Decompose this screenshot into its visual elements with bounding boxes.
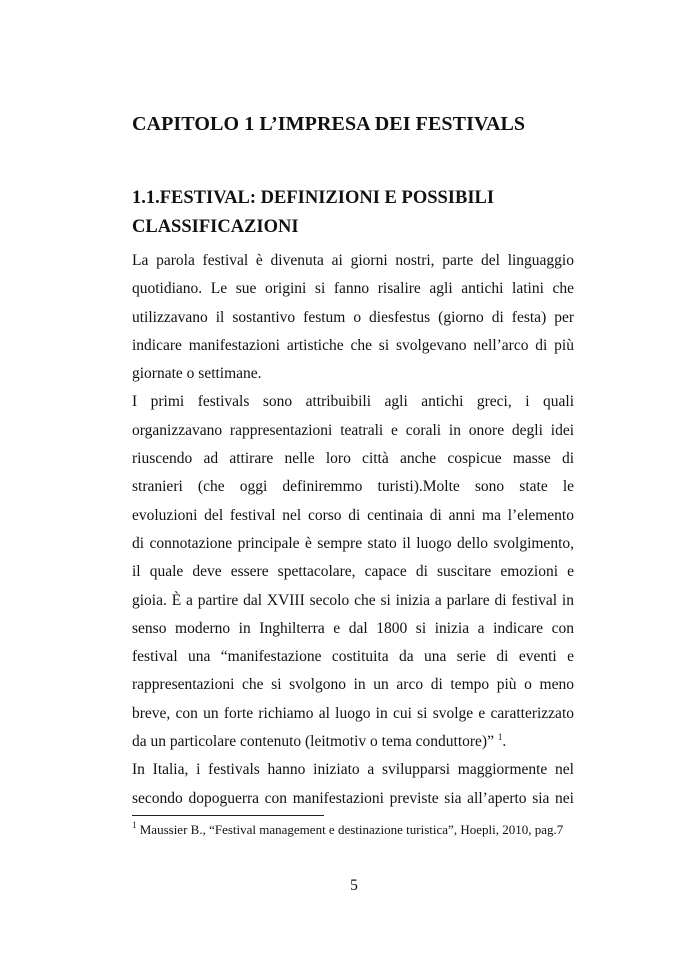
text-line: La parola festival è divenuta ai giorni nostri, parte del linguaggio — [132, 252, 574, 269]
text-line: quotidiano. Le sue origini si fanno risalire agli antichi latini che — [132, 280, 574, 298]
text-line: giornate o settimane. — [132, 365, 262, 383]
text-line: senso moderno in Inghilterra e dal 1800 si inizia a indicare con — [132, 619, 574, 637]
text-line-with-footnote-ref — [132, 728, 574, 756]
text-line: breve, con un forte richiamo al luogo in cui si svolge e caratterizzato — [132, 704, 574, 722]
text-line: da un particolare contenuto (leitmotiv o tema conduttore)” — [132, 733, 494, 751]
section-title-line: CLASSIFICAZIONI — [132, 217, 299, 237]
text-line: stranieri (che oggi definiremmo turisti).Molte sono state le — [132, 478, 574, 496]
section-title — [132, 184, 592, 242]
text-line: il quale deve essere spettacolare, capace di suscitare emozioni e — [132, 563, 574, 581]
chapter-title: CAPITOLO 1 L’IMPRESA DEI FESTIVALS — [132, 113, 526, 135]
text-line: organizzavano rappresentazioni teatrali e corali in onore degli idei — [132, 421, 574, 439]
text-line: evoluzioni del festival nel corso di centinaia di anni ma l’elemento — [132, 506, 574, 524]
text-line: utilizzavano il sostantivo festum o diesfestus (giorno di festa) per — [132, 308, 574, 326]
text-line: I primi festivals sono attribuibili agli antichi greci, i quali — [132, 393, 574, 411]
footnote-reference[interactable]: 1 — [497, 732, 503, 743]
text-line: gioia. È a partire dal XVIII secolo che si inizia a parlare di festival in — [132, 591, 574, 609]
text-line: indicare manifestazioni artistiche che si svolgevano nell’arco di più — [132, 336, 574, 354]
text-line: rappresentazioni che si svolgono in un arco di tempo più o meno — [132, 676, 574, 694]
text-line: secondo dopoguerra con manifestazioni previste sia all’aperto sia nei — [132, 789, 574, 807]
footnote — [132, 822, 592, 838]
page-number: 5 — [350, 877, 358, 894]
text-line: In Italia, i festivals hanno iniziato a svilupparsi maggiormente nel — [132, 761, 574, 779]
footnote-divider — [132, 815, 324, 816]
footnote-ref-suffix: . — [502, 733, 507, 751]
section-title-line: 1.1.FESTIVAL: DEFINIZIONI E POSSIBILI — [132, 188, 495, 208]
text-line: festival una “manifestazione costituita da una serie di eventi e — [132, 648, 574, 666]
text-line: di connotazione principale è sempre stato il luogo dello svolgimento, — [132, 534, 574, 552]
footnote-number: 1 — [132, 820, 137, 830]
text-line: riuscendo ad attirare nelle loro città anche cospicue masse di — [132, 450, 574, 468]
body-text — [132, 247, 574, 813]
footnote-text: Maussier B., “Festival management e destinazione turistica”, Hoepli, 2010, pag.7 — [139, 822, 564, 837]
